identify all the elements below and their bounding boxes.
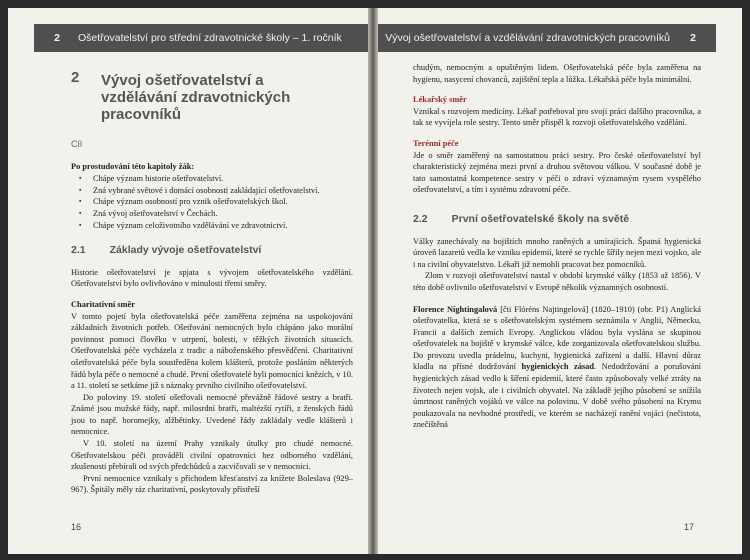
running-head-band xyxy=(34,24,368,52)
running-head: Ošetřovatelství pro střední zdravotnické školy – 1. ročník xyxy=(78,32,342,44)
paragraph: Jde o směr zaměřený na samostatnou práci sestry. Pro české ošetřovatelství byl charakteristický zejména mezi první a druhou světovou válkou. V současné době je tato samostatná kompetence sestry v péči o zdraví významným rysem vyspělého ošetřovatelství, a tím i systému zdravotní péče. xyxy=(413,150,701,195)
page-number: 17 xyxy=(683,522,694,532)
running-head-band xyxy=(378,24,716,52)
chapter-heading xyxy=(71,69,353,123)
paragraph-text: . Nedodržování a porušování hygienických zásad vedlo k šíření epidemií, které často způsobovaly velké ztráty na životech nejen vojsk, ale i civilních obyvatel. Na základě jejího působení se snížila úmrtnost raněných vojáků ve válce na polovinu. V době svého působení na Krymu poukazovala na nevhodné prostředí, ve kterém se nacházejí ranění vojáci (nečistota, znečištěná xyxy=(413,362,701,430)
paragraph: V 10. století na území Prahy vznikaly útulky pro chudé nemocné. Ošetřovatelskou péči prováděli civilní opatrovníci bez odborného vzdělání, zkušenosti přebírali od svých předchůdců a zacvičovali se v nemocnici. xyxy=(71,439,353,472)
chapter-title: Vývoj ošetřovatelství a vzdělávání zdravotnických pracovníků xyxy=(101,72,291,123)
section-heading xyxy=(71,245,353,257)
paragraph: Zlom v rozvoji ošetřovatelství nastal v období krymské války (1853 až 1856). V této době ovlivnilo ošetřovatelství v Evropě několik významných osobností. xyxy=(413,271,701,292)
goal-item: ▪ Chápe význam osobností pro vznik ošetřovatelských škol. xyxy=(71,196,353,208)
emphasis: hygienických zásad xyxy=(521,362,595,372)
goal-list xyxy=(71,173,353,231)
subsection-title: Terénní péče xyxy=(413,138,459,148)
goal-intro: Po prostudování této kapitoly žák: xyxy=(71,161,195,171)
paragraph: První nemocnice vznikaly s příchodem křesťanství za knížete Boleslava (929–967). Špitály měly ráz charitativní, poskytovaly přístřeší xyxy=(71,473,353,495)
chapter-tab: 2 xyxy=(54,32,60,44)
goal-label: Cíl xyxy=(71,139,82,149)
paragraph: Do poloviny 19. století ošetřovali nemocné převážně řádové sestry a bratři. Známé jsou mužské řády, např. milosrdní bratři, maltézští rytíři, z ženských řádů jsou to např. boromejky, alžbětinky. Uvedené řády zakládaly vedle klášterů i nemocnice. xyxy=(71,392,353,437)
paragraph: Války zanechávaly na bojištích mnoho raněných a umírajících. Špatná hygienická úroveň lazaretů vedla ke vzniku epidemií, které se rychle šířily nejen mezi vojsko, ale i na civilní obyvatelstvo. Lékaři již nemohli pracovat bez pomocníků. xyxy=(413,236,701,269)
section-title: První ošetřovatelské školy na světě xyxy=(451,212,630,225)
right-page xyxy=(378,8,742,554)
left-page xyxy=(8,8,368,554)
left-content xyxy=(71,66,353,496)
paragraph: chudým, nemocným a opuštěným lidem. Ošetřovatelská péče byla zaměřena na hygienu, nasycení chovanců, zajištění tepla a lůžka. Lékařská péče byla minimální. xyxy=(413,63,701,84)
chapter-tab: 2 xyxy=(690,32,696,44)
chapter-number: 2 xyxy=(71,69,80,86)
right-content xyxy=(413,62,701,431)
paragraph-text: [čti Flóréns Najtingelová] (1820–1910) (obr. P1) Anglická ošetřovatelka, která se s ošetřovatelským systémem seznámila v Anglii, Německu, Francii a dalších zemích Evropy. Anglickou vládou byla vyslána se skupinou ošetřovatelek na bojiště v krymské válce, kde zorganizovala ošetřovatelskou službu. Do provozu uvedla prádelnu, kuchyni, hygienická zařízení a další. Hlavní důraz kladla na přísné dodržování xyxy=(413,304,701,372)
subsection-title: Lékařský směr xyxy=(413,95,467,105)
section-heading xyxy=(413,214,701,226)
person-name: Florence Nightingalová xyxy=(413,304,498,314)
goal-item: ▪ Chápe význam historie ošetřovatelství. xyxy=(71,173,353,185)
nightingale-paragraph xyxy=(413,304,701,432)
section-number: 2.1 xyxy=(71,244,86,257)
goal-item: ▪ Chápe význam celoživotního vzdělávání ve zdravotnictví. xyxy=(71,220,353,232)
paragraph: V tomto pojetí byla ošetřovatelská péče zaměřena zejména na uspokojování základních životních potřeb. Ošetřování nemocných bylo chápáno jako morální povinnost pomoci člověku v utrpení, bolesti, v těžkých životních situacích. Ošetřovatelská péče vycházela z tradic a náboženského přesvědčení. Charitativní ošetřovatelská péče byla soustředěna kolem klášterů, protože posláním některých řádů byla péče o nemocné a chudé. První ošetřovatelé byli pomocníci knězích, v 10. a 11. století se setkáme již s náznaky prvního civilního ošetřovatelství. xyxy=(71,311,353,391)
section-number: 2.2 xyxy=(413,212,428,225)
paragraph: Vznikal s rozvojem medicíny. Lékař potřeboval pro svoji práci dalšího pracovníka, a tak se vyvíjela role sestry. Tento směr přispěl k rozvoji ošetřovatelského vzdělání. xyxy=(413,106,701,128)
section-title: Základy vývoje ošetřovatelství xyxy=(109,244,262,257)
running-head: Vývoj ošetřovatelství a vzdělávání zdravotnických pracovníků xyxy=(385,32,670,44)
intro-paragraph: Historie ošetřovatelství je spjata s vývojem ošetřovatelského vzdělání. Ošetřovatelství bylo ovlivňováno v minulosti třemi směry. xyxy=(71,267,353,289)
goal-item: ▪ Zná vývoj ošetřovatelství v Čechách. xyxy=(71,208,353,220)
goal-item: ▪ Zná vybrané světové i domácí osobnosti zakládající ošetřovatelství. xyxy=(71,185,353,197)
book-gutter xyxy=(368,8,378,554)
subsection-title: Charitativní směr xyxy=(71,299,135,309)
page-number: 16 xyxy=(71,522,82,532)
